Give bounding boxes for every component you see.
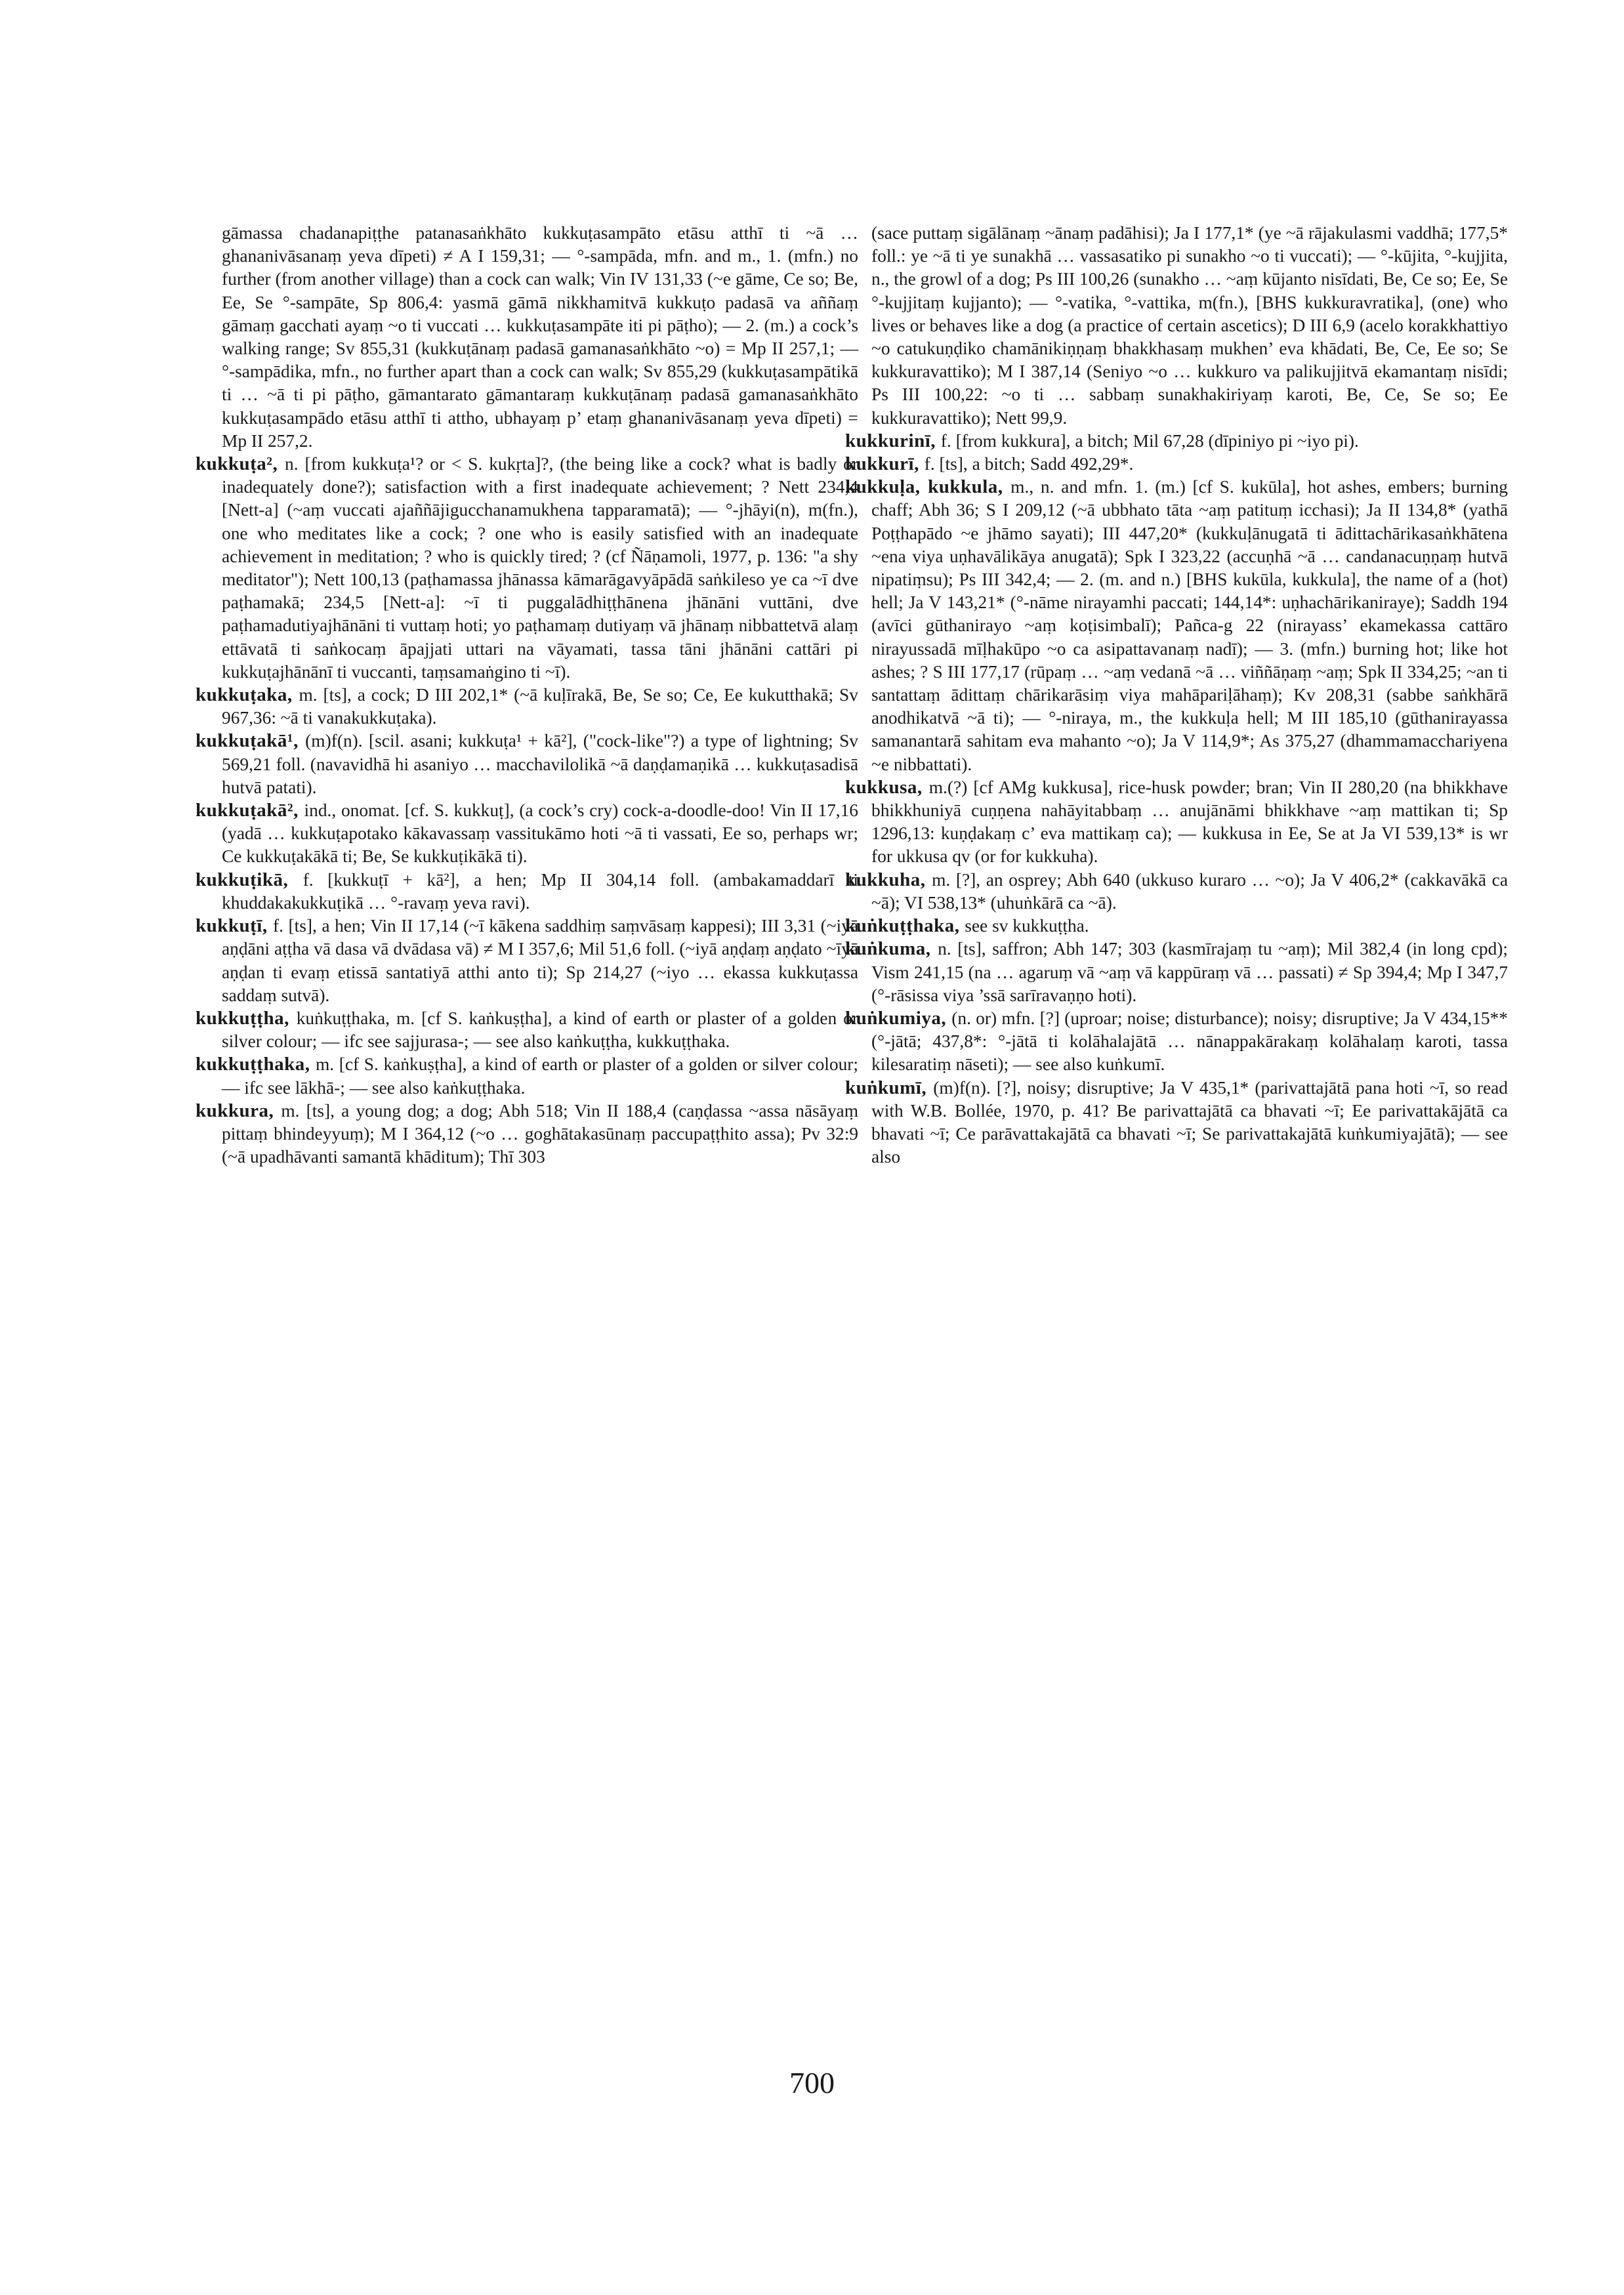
- dictionary-entry: [845, 476, 1508, 776]
- entry-body: n. [from kukkuṭa¹? or < S. kukṛta]?, (the being like a cock? what is badly or inadequately done?); satisfaction with a first inadequate achievement; ? Nett 234,4 [Nett-a] (~aṃ vuccati ajaññājigucchanamukhena tapparamatā); — °-jhāyi(n), m(fn.), one who meditates like a cock; ? one who is easily satisfied with an inadequate achievement in meditation; ? who is quickly tired; ? (cf Ñāṇamoli, 1977, p. 136: "a shy meditator"); Nett 100,13 (paṭhamassa jhānassa kāmarāgavyāpādā saṅkileso ye ca ~ī dve paṭhamakā; 234,5 [Nett-a]: ~ī ti puggalādhiṭṭhānena jhānāni vuttāni, dve paṭhamadutiyajhānāni ti vuttaṃ hoti; yo paṭhamaṃ dutiyaṃ vā jhānaṃ nibbattetvā alaṃ ettāvatā ti saṅkocaṃ āpajjati uttari na vāyamati, tassa tāni jhānāni cattāri pi kukkuṭajhānānī ti vuccanti, taṃsamaṅgino ti ~ī).: [222, 454, 858, 682]
- dictionary-entry: [845, 776, 1508, 869]
- dictionary-entry: [196, 684, 858, 730]
- entry-body: (n. or) mfn. [?] (uproar; noise; disturbance); noisy; disruptive; Ja V 434,15** (°-jātā; 437,8*: °-jātā ti kolāhalajātā … nānappakārakaṃ kolāhalaṃ karoti, tassa kilesaratiṃ nāseti); — see also kuṅkumī.: [871, 1008, 1509, 1075]
- entry-body: m., n. and mfn. 1. (m.) [cf S. kukūla], hot ashes, embers; burning chaff; Abh 36; S I 209,12 (~ā ubbhato tāta ~aṃ patituṃ icchasi); Ja II 134,8* (yathā Poṭṭhapādo ~e jhāmo sayati); III 447,20* (kukkuḷānugatā ti ādittachārikasaṅkhātena ~ena viya uṇhavālikāya anugatā); Spk I 323,22 (accuṇhā ~ā … candanacuṇṇaṃ hutvā nipatiṃsu); Ps III 342,4; — 2. (m. and n.) [BHS kukūla, kukkula], the name of a (hot) hell; Ja V 143,21* (°-nāme nirayamhi paccati; 144,14*: uṇhachārikaniraye); Saddh 194 (avīci gūthanirayo ~aṃ koṭisimbalī); Pañca-g 22 (nirayass’ ekamekassa cattāro nirayussadā mīḷhakūpo ~o ca asipattavanaṃ nadī); — 3. (mfn.) burning hot; like hot ashes; ? S III 177,17 (rūpaṃ … ~aṃ vedanā ~ā … viññāṇaṃ ~aṃ; Spk II 334,25; ~an ti santattaṃ ādittaṃ chārikarāsiṃ viya mahāpariḷāhaṃ); Kv 208,31 (sabbe saṅkhārā anodhikatvā ~ā ti); — °-niraya, m., the kukkuḷa hell; M III 185,10 (gūthanirayassa samanantarā sahitam eva mahanto ~o); Ja V 114,9*; As 375,27 (dhammamacchariyena ~e nibbattati).: [871, 477, 1508, 774]
- headword: kukkurī,: [845, 453, 925, 475]
- dictionary-entry: [196, 1007, 858, 1053]
- entry-body: f. [kukkuṭī + kā²], a hen; Mp II 304,14 foll. (ambakamaddarī ti khuddakakukkuṭikā … °-ravaṃ yeva ravi).: [222, 869, 858, 913]
- entry-body: m. [ts], a young dog; a dog; Abh 518; Vin II 188,4 (caṇḍassa ~assa nāsāyaṃ pittaṃ bhindeyyuṃ); M I 364,12 (~o … goghātakasūnaṃ paccupaṭṭhito assa); Pv 32:9 (~ā upadhāvanti samantā khāditum); Thī 303: [222, 1100, 859, 1167]
- entry-body: n. [ts], saffron; Abh 147; 303 (kasmīrajaṃ tu ~aṃ); Mil 382,4 (in long cpd); Vism 241,15 (na … agaruṃ vā ~aṃ vā kappūraṃ vā … passati) ≠ Sp 394,4; Mp I 347,7 (°-rāsissa viya ’ssā sarīravaṇṇo hoti).: [871, 939, 1508, 1005]
- entry-body: m.(?) [cf AMg kukkusa], rice-husk powder; bran; Vin II 280,20 (na bhikkhave bhikkhuniyā cuṇṇena nahāyitabbaṃ … anujānāmi bhikkhave ~aṃ mattikan ti; Sp 1296,13: kuṇḍakaṃ c’ eva mattikaṃ ca); — kukkusa in Ee, Se at Ja VI 539,13* is wr for ukkusa qv (or for kukkuha).: [871, 777, 1508, 867]
- dictionary-entry: [196, 453, 858, 684]
- headword: kukkuṭaka,: [196, 684, 299, 706]
- headword: kukkuṭa²,: [196, 453, 285, 475]
- entry-continuation: [845, 222, 1508, 430]
- headword: kukkura,: [196, 1100, 281, 1121]
- right-column: [845, 222, 1508, 1168]
- headword: kukkuṭikā,: [196, 869, 303, 890]
- headword: kukkuṭṭhaka,: [196, 1054, 316, 1075]
- entry-body: kuṅkuṭṭhaka, m. [cf S. kaṅkuṣṭha], a kind of earth or plaster of a golden or silver colour; — ifc see sajjurasa-; — see also kaṅkuṭṭha, kukkuṭṭhaka.: [222, 1008, 859, 1052]
- dictionary-entry: [845, 430, 1508, 453]
- entry-body: f. [from kukkura], a bitch; Mil 67,28 (dīpiniyo pi ~iyo pi).: [940, 430, 1359, 451]
- headword: kuṅkuṭṭhaka,: [845, 915, 965, 937]
- headword: kukkuṭī,: [196, 915, 274, 937]
- headword: kukkuṭakā²,: [196, 800, 304, 821]
- entry-body: gāmassa chadanapiṭṭhe patanasaṅkhāto kukkuṭasampāto etāsu atthī ti ~ā … ghananivāsanaṃ yeva dīpeti) ≠ A I 159,31; — °-sampāda, mfn. and m., 1. (mfn.) no further (from another village) than a cock can walk; Vin IV 131,33 (~e gāme, Ce so; Be, Ee, Se °-sampāte, Sp 806,4: yasmā gāmā nikkhamitvā kukkuṭo padasā va aññaṃ gāmaṃ gacchati ayaṃ ~o ti vuccati … kukkuṭasampāte iti pi pāṭho); — 2. (m.) a cock’s walking range; Sv 855,31 (kukkuṭānaṃ padasā gamanasaṅkhāto ~o) = Mp II 257,1; — °-sampādika, mfn., no further apart than a cock can walk; Sv 855,29 (kukkuṭasampātikā ti … ~ā ti pi pāṭho, gāmantarato gāmantaraṃ kukkuṭānaṃ padasā gamanasaṅkhāto kukkuṭasampādo etāsu atthī ti attho, ubhayaṃ p’ etaṃ ghananivāsanaṃ yeva dīpeti) = Mp II 257,2.: [222, 223, 858, 451]
- dictionary-entry: [845, 1007, 1508, 1077]
- entry-body: ind., onomat. [cf. S. kukkuṭ], (a cock’s cry) cock-a-doodle-doo! Vin II 17,16 (yadā … kukkuṭapotako kākavassaṃ vassitukāmo hoti ~ā ti vassati, Ee so, perhaps wr; Ce kukkuṭakākā ti; Be, Se kukkuṭikākā ti).: [222, 800, 858, 867]
- dictionary-entry: [845, 869, 1508, 915]
- headword: kukkuha,: [845, 869, 932, 890]
- headword: kuṅkumī,: [845, 1077, 934, 1098]
- entry-body: m. [ts], a cock; D III 202,1* (~ā kuḷīrakā, Be, Se so; Ce, Ee kukutthakā; Sv 967,36: ~ā ti vanakukkuṭaka).: [222, 685, 858, 728]
- entry-body: (sace puttaṃ sigālānaṃ ~ānaṃ padāhisi); Ja I 177,1* (ye ~ā rājakulasmi vaddhā; 177,5* foll.: ye ~ā ti ye sunakhā … vassasatiko pi sunakho ~o ti vuccati); — °-kūjita, °-kujjita, n., the growl of a dog; Ps III 100,26 (sunakho … ~aṃ kūjanto nisīdati, Be, Ce so; Ee, Se °-kujjitaṃ kujjanto); — °-vatika, °-vattika, m(fn.), [BHS kukkuravratika], (one) who lives or behaves like a dog (a practice of certain ascetics); D III 6,9 (acelo korakkhattiyo ~o catukuṇḍiko chamānikiṇṇaṃ bhakkhasaṃ mukhen’ eva khādati, Be, Ce, Ee so; Se kukkuravattiko); M I 387,14 (Seniyo ~o … kukkuro va palikujjitvā ekamantaṃ nisīdi; Ps III 100,22: ~o ti … sabbaṃ sunakhakiriyaṃ karoti, Be, Ce, Se so; Ee kukkuravattiko); Nett 99,9.: [871, 223, 1508, 428]
- headword: kukkuḷa, kukkula,: [845, 476, 1011, 498]
- dictionary-entry: [196, 730, 858, 799]
- entry-body: f. [ts], a hen; Vin II 17,14 (~ī kākena saddhiṃ saṃvāsaṃ kappesi); III 3,31 (~iyā aṇḍāni aṭṭha vā dasa vā dvādasa vā) ≠ M I 357,6; Mil 51,6 foll. (~iyā aṇḍaṃ aṇḍato ~īyā aṇḍan ti evaṃ etissā santatiyā atthi anto ti); Sp 214,27 (~iyo … ekassa kukkuṭassa saddaṃ sutvā).: [222, 916, 859, 1005]
- headword: kuṅkumiya,: [845, 1007, 952, 1029]
- dictionary-entry: [845, 938, 1508, 1007]
- dictionary-entry: [196, 1100, 858, 1169]
- dictionary-entry: [196, 799, 858, 869]
- entry-body: see sv kukkuṭṭha.: [965, 916, 1089, 936]
- entry-body: m. [cf S. kaṅkuṣṭha], a kind of earth or plaster of a golden or silver colour; — ifc see lākhā-; — see also kaṅkuṭṭhaka.: [222, 1054, 858, 1098]
- entry-continuation: [196, 222, 858, 453]
- dictionary-entry: [845, 915, 1508, 938]
- entry-body: (m)f(n). [?], noisy; disruptive; Ja V 435,1* (parivattajātā pana hoti ~ī, so read with W.B. Bollée, 1970, p. 41? Be parivattajātā ca bhavati ~ī; Ee parivattakājātā ca bhavati ~ī; Ce parāvattakajātā ca bhavati ~ī; Se parivattakajātā kuṅkumiyajātā); — see also: [871, 1077, 1508, 1167]
- page-number: 700: [789, 2066, 835, 2099]
- left-column: [196, 222, 858, 1168]
- entry-body: f. [ts], a bitch; Sadd 492,29*.: [924, 454, 1134, 474]
- headword: kuṅkuma,: [845, 938, 938, 960]
- dictionary-entry: [196, 869, 858, 915]
- entry-body: (m)f(n). [scil. asani; kukkuṭa¹ + kā²], ("cock-like"?) a type of lightning; Sv 569,21 foll. (navavidhā hi asaniyo … macchavilolikā ~ā daṇḍamaṇikā … kukkuṭasadisā hutvā patati).: [222, 731, 859, 797]
- dictionary-entry: [845, 1077, 1508, 1169]
- dictionary-entry: [196, 1053, 858, 1099]
- dictionary-entry: [196, 915, 858, 1007]
- entry-body: m. [?], an osprey; Abh 640 (ukkuso kuraro … ~o); Ja V 406,2* (cakkavākā ca ~ā); VI 538,13* (uhuṅkārā ca ~ā).: [871, 869, 1508, 913]
- dictionary-entry: [845, 453, 1508, 476]
- headword: kukkuṭṭha,: [196, 1007, 297, 1029]
- headword: kukkusa,: [845, 776, 929, 798]
- headword: kukkurinī,: [845, 430, 941, 451]
- headword: kukkuṭakā¹,: [196, 730, 306, 752]
